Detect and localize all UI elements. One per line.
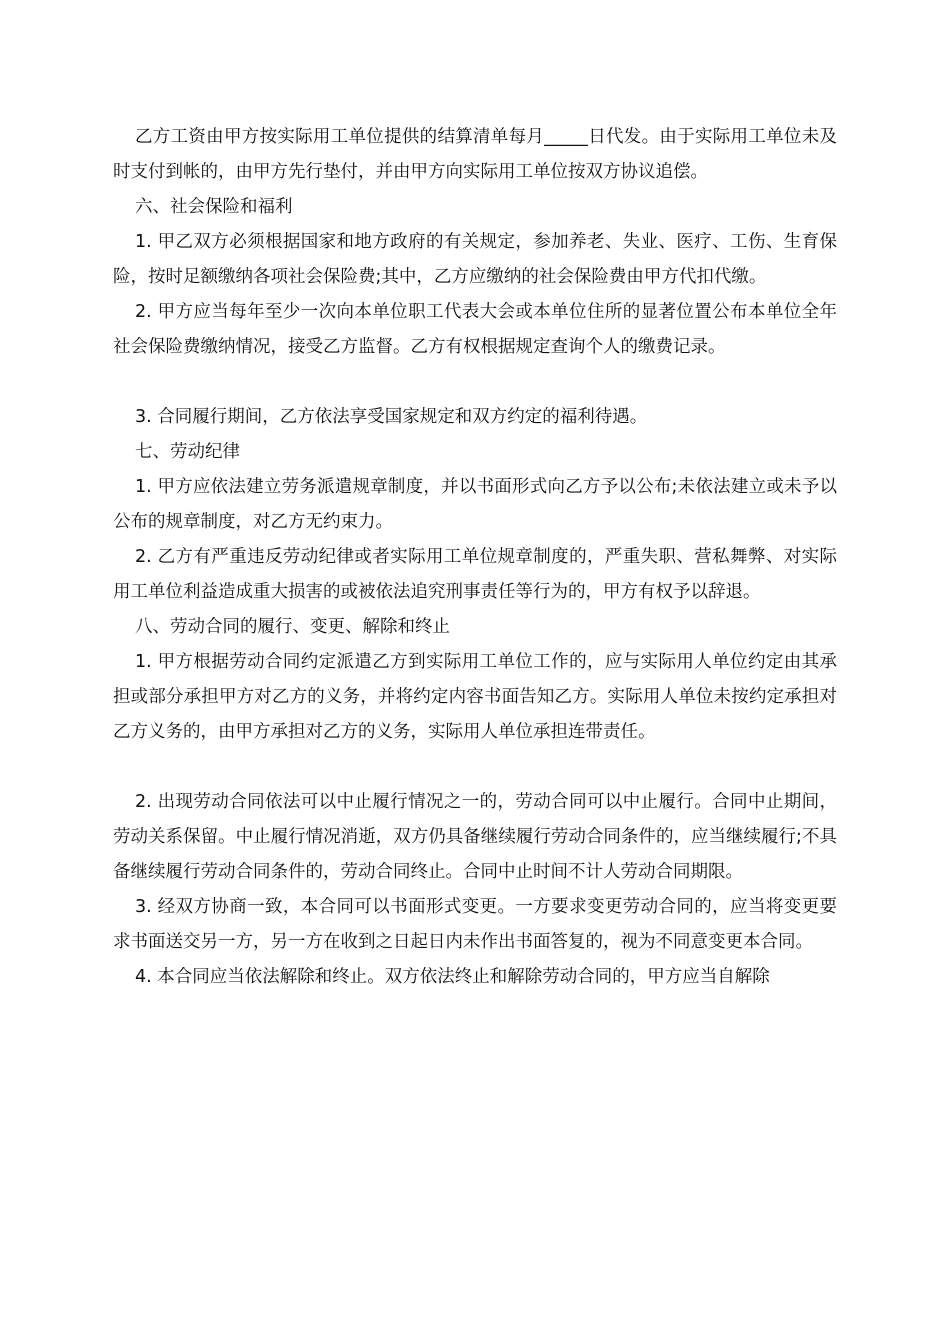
paragraph-wage-payment: 乙方工资由甲方按实际用工单位提供的结算清单每月_____日代发。由于实际用工单位未及时支付到帐的，由甲方先行垫付，并由甲方向实际用工单位按双方协议追偿。 xyxy=(113,127,837,182)
paragraph-discipline-2: 2. 乙方有严重违反劳动纪律或者实际用工单位规章制度的，严重失职、营私舞弊、对实际用工单位利益造成重大损害的或被依法追究刑事责任等行为的，甲方有权予以辞退。 xyxy=(113,547,837,602)
paragraph-insurance-1: 1. 甲乙双方必须根据国家和地方政府的有关规定，参加养老、失业、医疗、工伤、生育保险，按时足额缴纳各项社会保险费;其中，乙方应缴纳的社会保险费由甲方代扣代缴。 xyxy=(113,232,837,287)
document-body xyxy=(113,120,837,995)
paragraph-contract-4: 4. 本合同应当依法解除和终止。双方依法终止和解除劳动合同的，甲方应当自解除 xyxy=(135,967,770,987)
section-heading-social-insurance: 六、社会保险和福利 xyxy=(135,197,293,217)
paragraph-contract-3: 3. 经双方协商一致，本合同可以书面形式变更。一方要求变更劳动合同的，应当将变更要求书面送交另一方，另一方在收到之日起日内未作出书面答复的，视为不同意变更本合同。 xyxy=(113,897,837,952)
section-heading-contract-performance: 八、劳动合同的履行、变更、解除和终止 xyxy=(135,617,450,637)
paragraph-contract-1: 1. 甲方根据劳动合同约定派遣乙方到实际用工单位工作的，应与实际用人单位约定由其承担或部分承担甲方对乙方的义务，并将约定内容书面告知乙方。实际用人单位未按约定承担对乙方义务的，由甲方承担对乙方的义务，实际用人单位承担连带责任。 xyxy=(113,652,837,742)
section-heading-labor-discipline: 七、劳动纪律 xyxy=(135,442,240,462)
paragraph-insurance-2: 2. 甲方应当每年至少一次向本单位职工代表大会或本单位住所的显著位置公布本单位全年社会保险费缴纳情况，接受乙方监督。乙方有权根据规定查询个人的缴费记录。 xyxy=(113,302,837,357)
paragraph-discipline-1: 1. 甲方应依法建立劳务派遣规章制度，并以书面形式向乙方予以公布;未依法建立或未予以公布的规章制度，对乙方无约束力。 xyxy=(113,477,837,532)
paragraph-insurance-3: 3. 合同履行期间，乙方依法享受国家规定和双方约定的福利待遇。 xyxy=(135,407,648,427)
paragraph-contract-2: 2. 出现劳动合同依法可以中止履行情况之一的，劳动合同可以中止履行。合同中止期间，劳动关系保留。中止履行情况消逝，双方仍具备继续履行劳动合同条件的，应当继续履行;不具备继续履行劳动合同条件的，劳动合同终止。合同中止时间不计人劳动合同期限。 xyxy=(113,792,837,882)
